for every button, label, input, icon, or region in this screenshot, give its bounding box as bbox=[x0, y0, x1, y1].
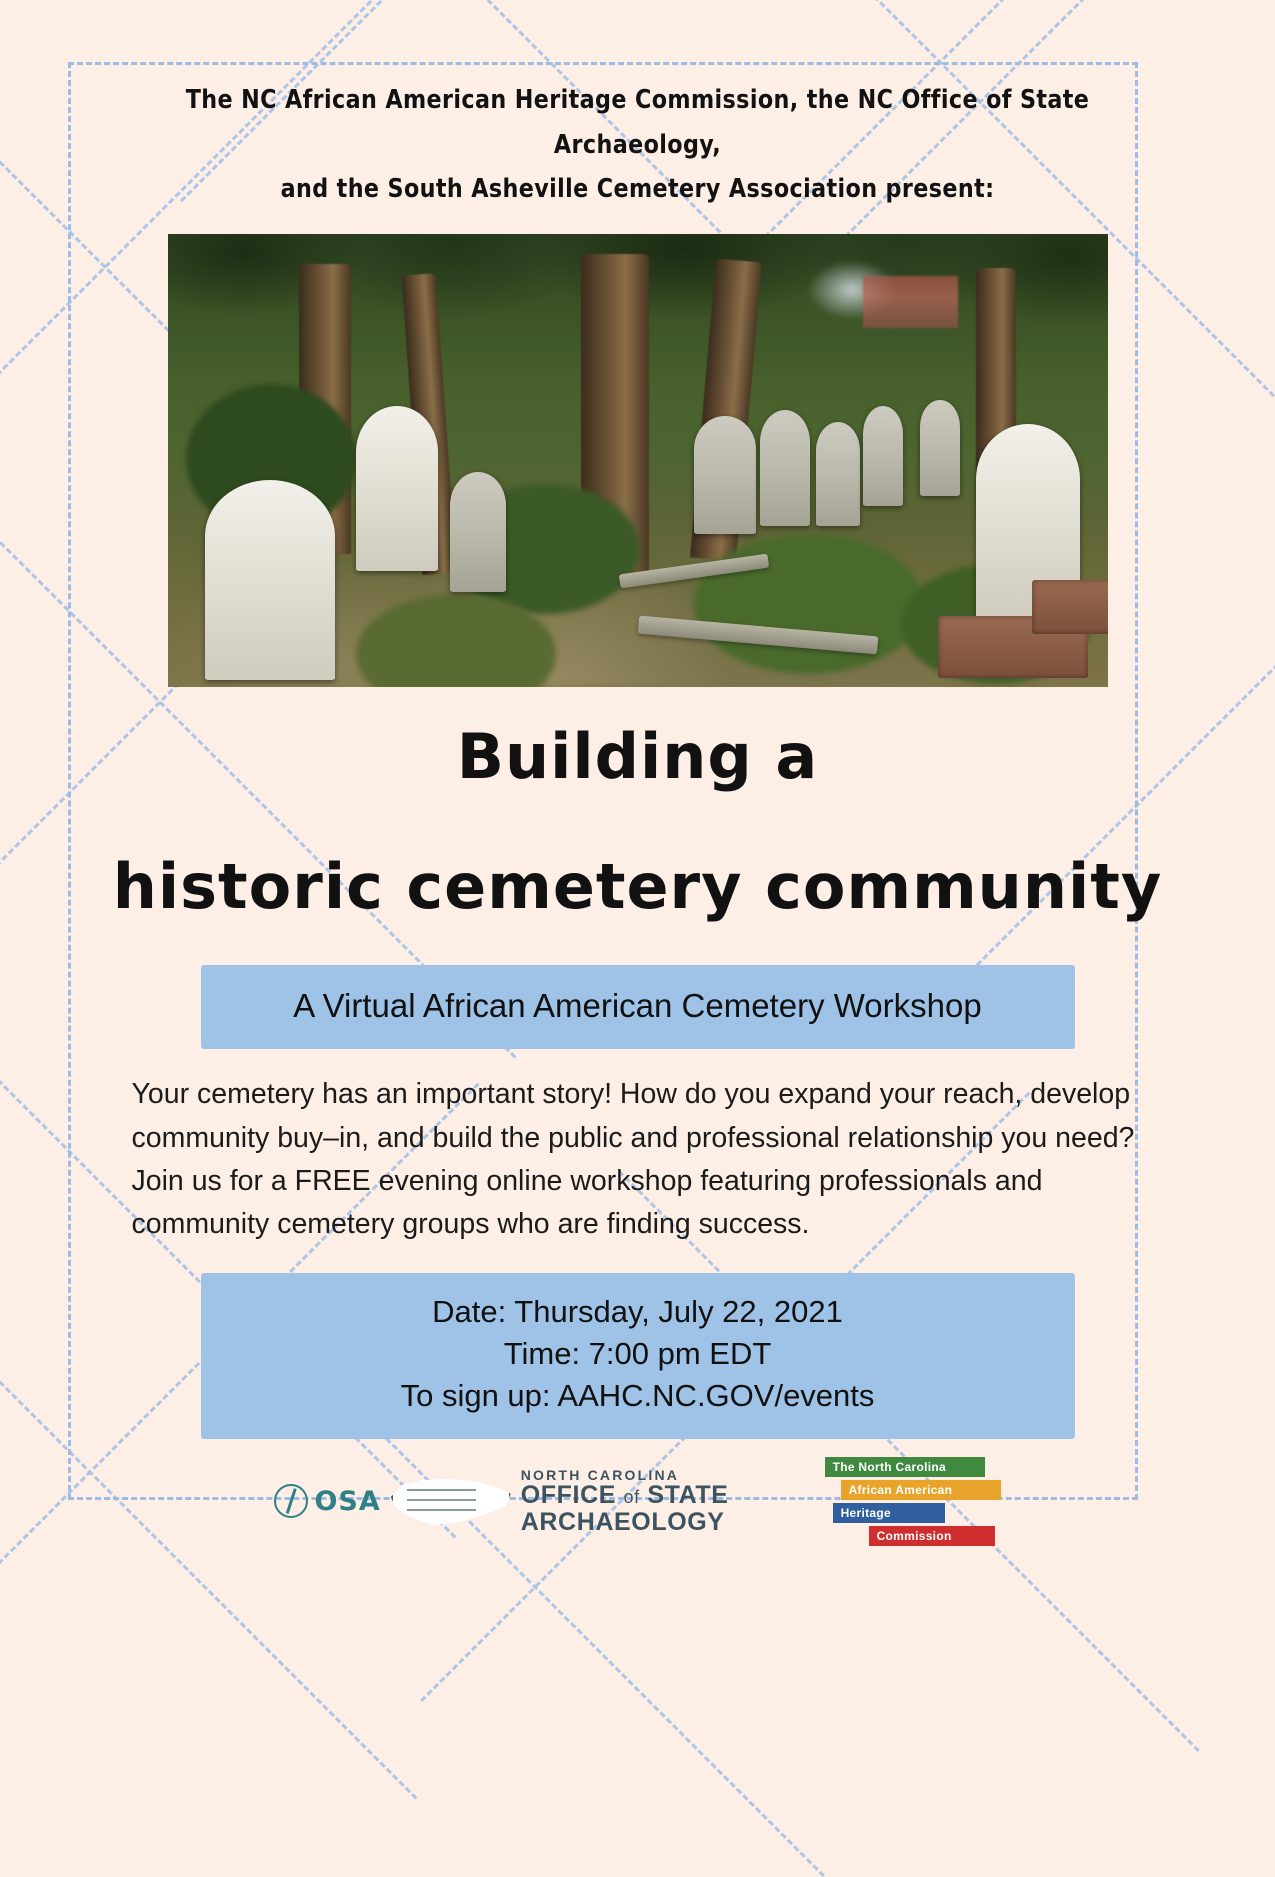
osa-circle-icon bbox=[274, 1484, 308, 1518]
aahc-logo bbox=[825, 1457, 1001, 1546]
event-details-band bbox=[201, 1273, 1075, 1439]
poster-title-line-1: Building a bbox=[456, 719, 819, 793]
poster-body-text: Your cemetery has an important story! How do you expand your reach, develop community buy–in, and build the public and professional relationship you need? Join us for a FREE evening online workshop featuring professionals and community cemetery groups who are finding success. bbox=[131, 1078, 1135, 1241]
poster-subtitle-band: A Virtual African American Cemetery Workshop bbox=[201, 965, 1075, 1049]
presenters-heading bbox=[112, 78, 1163, 212]
osa-letters: OSA bbox=[314, 1485, 381, 1517]
aahc-bar-african-american: African American bbox=[841, 1480, 1001, 1500]
event-signup-link[interactable]: To sign up: AAHC.NC.GOV/events bbox=[400, 1377, 875, 1413]
osa-logo bbox=[274, 1468, 728, 1536]
aahc-bar-heritage: Heritage bbox=[833, 1503, 945, 1523]
osa-wordmark bbox=[521, 1468, 729, 1536]
presenters-line-2: and the South Asheville Cemetery Association present: bbox=[280, 174, 995, 205]
poster-title-line-2: historic cemetery community bbox=[112, 850, 1163, 924]
osa-line-1: NORTH CAROLINA bbox=[520, 1466, 680, 1483]
osa-mark bbox=[274, 1484, 380, 1518]
cemetery-photo bbox=[168, 234, 1108, 687]
event-time: Time: 7:00 pm EDT bbox=[503, 1335, 772, 1371]
osa-line-2-office: OFFICE bbox=[520, 1481, 616, 1510]
osa-line-2-state: STATE bbox=[647, 1481, 729, 1510]
osa-line-2-of: of bbox=[623, 1487, 640, 1508]
aahc-bar-north-carolina: The North Carolina bbox=[825, 1457, 985, 1477]
osa-line-2 bbox=[521, 1482, 729, 1509]
presenters-line-1: The NC African American Heritage Commission, the NC Office of State Archaeology, bbox=[185, 85, 1090, 160]
aahc-bar-commission: Commission bbox=[869, 1526, 995, 1546]
logo-row bbox=[198, 1457, 1078, 1546]
osa-line-3: ARCHAEOLOGY bbox=[520, 1507, 725, 1536]
event-date: Date: Thursday, July 22, 2021 bbox=[432, 1293, 843, 1329]
north-carolina-state-outline-icon bbox=[391, 1473, 511, 1529]
